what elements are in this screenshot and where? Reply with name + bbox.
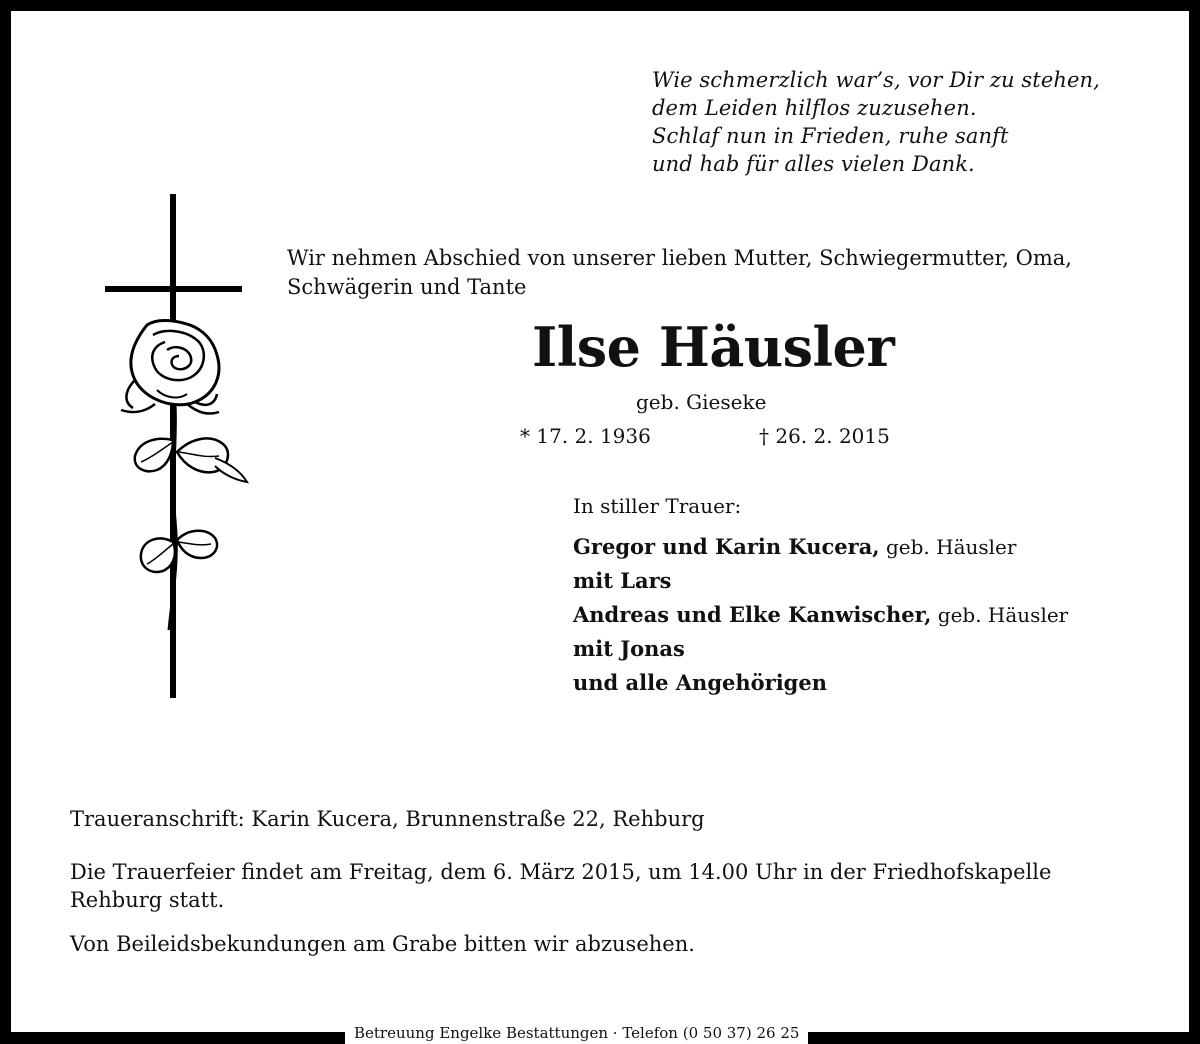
service-line: Die Trauerfeier findet am Freitag, dem 6. März 2015, um 14.00 Uhr in der Friedhofskapelle	[70, 860, 1052, 884]
poem	[652, 66, 1100, 178]
poem-line: Schlaf nun in Frieden, ruhe sanft	[652, 124, 1009, 148]
mourner-name: Gregor und Karin Kucera,	[573, 534, 880, 559]
farewell-intro	[287, 244, 1072, 302]
mourner-name: mit Jonas	[573, 636, 685, 661]
funeral-service-info	[70, 858, 1140, 914]
poem-line: dem Leiden hilflos zuzusehen.	[652, 96, 977, 120]
birth-date: * 17. 2. 1936	[520, 424, 651, 448]
service-line: Rehburg statt.	[70, 888, 225, 912]
mourner-suffix: geb. Häusler	[931, 603, 1069, 627]
intro-line: Wir nehmen Abschied von unserer lieben Mutter, Schwiegermutter, Oma,	[287, 246, 1072, 270]
deceased-name: Ilse Häusler	[532, 315, 895, 379]
mourner-row	[573, 666, 1068, 700]
poem-line: Wie schmerzlich war’s, vor Dir zu stehen,	[652, 68, 1100, 92]
mourners-list	[573, 530, 1068, 700]
intro-line: Schwägerin und Tante	[287, 275, 527, 299]
mourning-address: Traueranschrift: Karin Kucera, Brunnenstraße 22, Rehburg	[70, 807, 705, 831]
mourner-row	[573, 632, 1068, 666]
cross-with-rose-icon	[95, 190, 265, 702]
mourners-heading: In stiller Trauer:	[573, 494, 742, 518]
mourner-name: Andreas und Elke Kanwischer,	[573, 602, 932, 627]
mourner-row	[573, 598, 1068, 632]
maiden-name: geb. Gieseke	[636, 390, 767, 414]
mourner-name: und alle Angehörigen	[573, 670, 827, 695]
mourner-suffix: geb. Häusler	[879, 535, 1017, 559]
funeral-home-footer: Betreuung Engelke Bestattungen · Telefon (0 50 37) 26 25	[345, 1022, 808, 1044]
death-date: † 26. 2. 2015	[759, 424, 890, 448]
condolence-note: Von Beileidsbekundungen am Grabe bitten wir abzusehen.	[70, 932, 695, 956]
mourner-row	[573, 564, 1068, 598]
poem-line: und hab für alles vielen Dank.	[652, 152, 975, 176]
mourner-name: mit Lars	[573, 568, 672, 593]
mourner-row	[573, 530, 1068, 564]
